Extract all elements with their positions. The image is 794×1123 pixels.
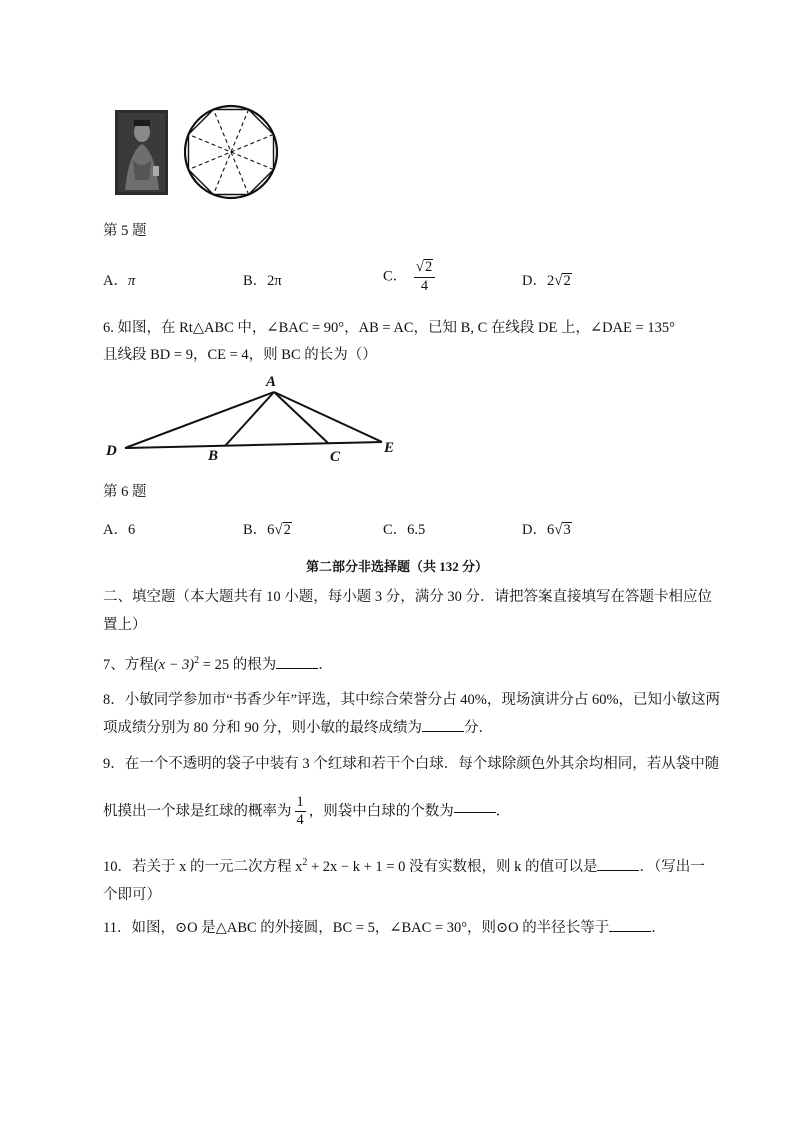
q7: 7、方程$(x - 3)^2 = 25$ 的根为 ．: [103, 655, 333, 673]
q6-stem-line1: 6. 如图，在 Rt△ABC 中，∠BAC = 90°，AB = AC，已知 B, C 在线段 DE 上，∠DAE = 135°: [103, 320, 675, 336]
section-instructions-line1: 二、填空题（本大题共有 10 小题，每小题 3 分，满分 30 分．请把答案直接填写在答题卡相应位: [103, 589, 712, 605]
q5-caption: 第 5 题: [103, 223, 147, 239]
q8-line2: 项成绩分别为 80 分和 90 分，则小敏的最终成绩为 分．: [103, 720, 493, 736]
octagon-in-circle-diagram: [183, 104, 279, 200]
point-d-label: D: [106, 443, 117, 459]
q6-option-d: D．6√3: [522, 522, 571, 538]
q8-line1: 8．小敏同学参加市“书香少年”评选，其中综合荣誉分占 40%，现场演讲分占 60%，已知小敏这两: [103, 692, 721, 708]
point-a-label: A: [266, 374, 277, 390]
q10-line2: 个即可）: [103, 887, 161, 903]
q10-answer-blank: [597, 869, 639, 871]
q9-line1: 9．在一个不透明的袋子中装有 3 个红球和若干个白球．每个球除颜色外其余均相同，若从袋中随: [103, 756, 720, 772]
q5-option-d: D．2√2: [522, 273, 571, 289]
q11-answer-blank: [609, 930, 651, 932]
q9-answer-blank: [454, 811, 496, 813]
q6-stem-line2: 且线段 BD = 9，CE = 4，则 BC 的长为（）: [103, 347, 377, 363]
q10-line1: 10．若关于 x 的一元二次方程 $x^2 + 2x - k + 1 = 0$ 没有实数根，则 k 的值可以是 ．（写出一: [103, 857, 705, 875]
q6-option-b: B．6√2: [243, 522, 291, 538]
section-instructions-line2: 置上）: [103, 617, 147, 633]
q11: 11．如图，⊙O 是△ABC 的外接圆，BC = 5，∠BAC = 30°，则⊙O 的半径长等于 ．: [103, 920, 666, 936]
q8-answer-blank: [422, 730, 464, 732]
triangle-diagram: [100, 370, 410, 475]
part2-heading: 第二部分非选择题（共 132 分）: [305, 559, 488, 574]
point-b-label: B: [208, 448, 219, 464]
q6-option-a: A．6: [103, 522, 136, 538]
q7-answer-blank: [276, 667, 318, 669]
q5-option-c: C． $\frac{√2}{4}$: [383, 259, 438, 294]
q5-option-a: A．π: [103, 273, 136, 289]
q6-option-c: C．6.5: [383, 522, 426, 538]
point-c-label: C: [330, 449, 341, 465]
q9-line2: 机摸出一个球是红球的概率为 $\frac{1}{4}$ ，则袋中白球的个数为 ．: [103, 793, 511, 829]
portrait-image: [115, 110, 168, 195]
point-e-label: E: [384, 440, 395, 456]
q6-caption: 第 6 题: [103, 484, 147, 500]
q5-option-b: B．2π: [243, 273, 282, 289]
